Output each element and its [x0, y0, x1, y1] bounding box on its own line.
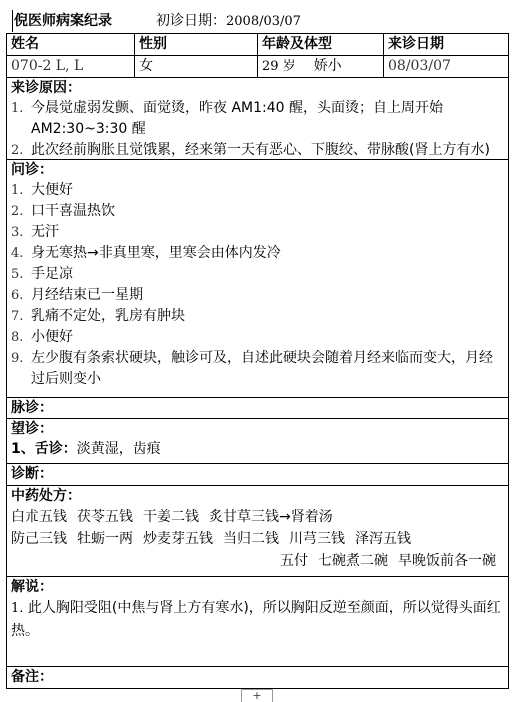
record-header	[6, 10, 506, 32]
chief-complaint-section	[7, 77, 508, 159]
pulse-section	[7, 397, 508, 418]
herb-item: 当归二钱	[223, 531, 279, 547]
record-table	[6, 33, 509, 689]
list-item: 1. 今晨觉虚弱发颤、面觉烫，昨夜 AM1:40 醒，头面烫；自上周开始 AM2:30~3:30 醒	[11, 100, 443, 137]
herb-item: 茯苓五钱	[77, 509, 133, 525]
first-visit-date	[156, 10, 301, 33]
herb-item: 川芎三钱	[289, 531, 345, 547]
col-header-age: 年龄及体型	[257, 34, 383, 55]
col-header-name: 姓名	[11, 36, 39, 52]
herb-item: 牡蛎一两	[77, 531, 133, 547]
diagnosis-section	[7, 463, 508, 485]
list-item: 1. 大便好	[11, 182, 73, 198]
tongue-text: 淡黄湿，齿痕	[76, 441, 161, 457]
herb-item: 炒麦芽五钱	[143, 531, 213, 547]
inspection-section	[7, 418, 508, 463]
list-item: 9. 左少腹有条索状硬块，触诊可及，自述此硬块会随着月经来临而变大，月经过后则变小	[11, 350, 493, 387]
patient-sex: 女	[134, 56, 257, 77]
col-header-visit-date: 来诊日期	[383, 34, 508, 55]
patient-age-build	[257, 56, 383, 77]
herb-item: 泽泻五钱	[355, 531, 411, 547]
list-item: 8. 小便好	[11, 329, 73, 345]
herb-item: 防己三钱	[11, 531, 67, 547]
inquiry-list	[7, 180, 508, 390]
pulse-title: 脉诊：	[11, 400, 53, 416]
patient-age: 29 岁	[262, 59, 296, 74]
herb-item: 炙甘草三钱→肾着汤	[209, 509, 333, 525]
herb-item: 干姜二钱	[143, 509, 199, 525]
dosage-item: 七碗煮二碗	[318, 553, 388, 569]
tongue-diagnosis	[7, 439, 508, 460]
inquiry-title: 问诊：	[11, 162, 53, 178]
list-item: 6. 月经结束已一星期	[11, 287, 143, 303]
explanation-title: 解说：	[11, 579, 53, 595]
list-item: 7. 乳痛不定处，乳房有肿块	[11, 308, 185, 324]
explanation-text: 1. 此人胸阳受阻(中焦与肾上方有寒水)，所以胸阳反逆至颜面，所以觉得头面红热。	[11, 600, 501, 639]
list-item: 2. 此次经前胸胀且觉饿累，经来第一天有恶心、下腹绞、带脉酸(肾上方有水)	[11, 142, 490, 158]
table-add-handle[interactable]: +	[241, 689, 273, 702]
patient-build: 娇小	[313, 58, 342, 74]
list-item: 3. 无汗	[11, 224, 59, 240]
patient-header-row	[7, 34, 508, 55]
explanation-section	[7, 576, 508, 666]
chief-complaint-title: 来诊原因：	[11, 80, 81, 96]
prescription-section	[7, 485, 508, 576]
list-item: 4. 身无寒热→非真里寒，里寒会由体内发冷	[11, 245, 281, 261]
patient-value-row	[7, 55, 508, 77]
dosage-item: 早晚饭前各一碗	[398, 553, 496, 569]
dosage-instructions	[7, 550, 508, 572]
inquiry-section	[7, 159, 508, 397]
diagnosis-title: 诊断：	[11, 466, 53, 482]
list-item: 5. 手足凉	[11, 266, 73, 282]
tongue-label: 1、舌诊：	[11, 441, 77, 457]
remarks-section	[7, 666, 508, 688]
dosage-item: 五付	[280, 553, 308, 569]
list-item: 2. 口干喜温热饮	[11, 203, 115, 219]
herb-line-1	[7, 506, 508, 528]
first-visit-label: 初诊日期：	[156, 13, 226, 29]
inspection-title: 望诊：	[11, 421, 53, 437]
col-header-sex: 性别	[134, 34, 257, 55]
document-title: 倪医师病案纪录	[12, 10, 112, 32]
remarks-title: 备注：	[11, 669, 53, 685]
herb-item: 白朮五钱	[11, 509, 67, 525]
prescription-title: 中药处方：	[11, 488, 81, 504]
patient-name: 070-2 L, L	[11, 58, 84, 74]
chief-complaint-list	[7, 98, 508, 161]
first-visit-value: 2008/03/07	[226, 14, 301, 29]
herb-line-2	[7, 528, 508, 550]
patient-visit-date: 08/03/07	[383, 56, 508, 77]
